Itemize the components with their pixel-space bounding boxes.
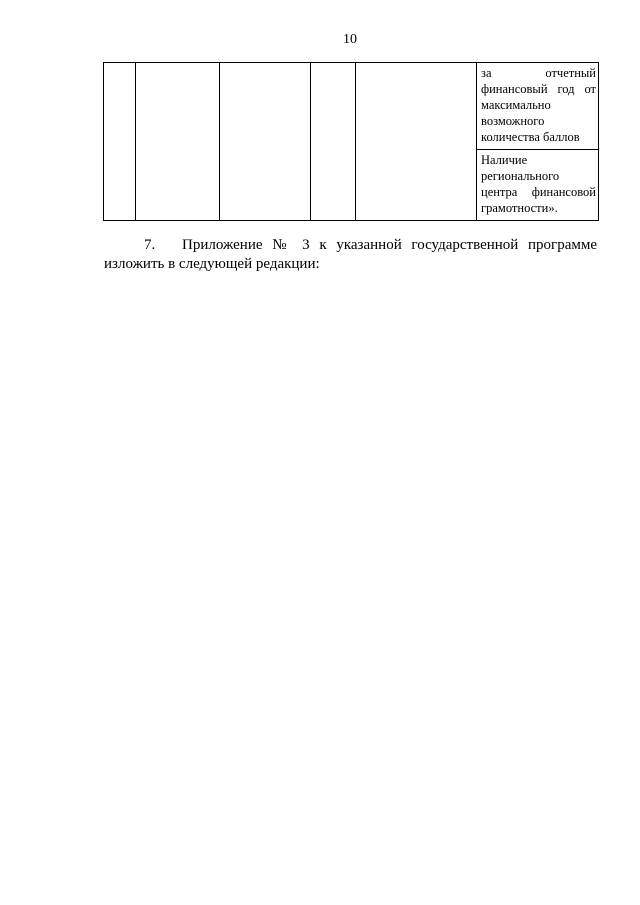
continuation-table (103, 62, 599, 221)
table-cell-empty (220, 63, 311, 221)
amendment-paragraph (104, 236, 597, 274)
table-cell-indicator-text: за отчетный финансовый год от максимально возможного количества баллов (477, 63, 599, 150)
table-cell-empty (136, 63, 220, 221)
table-cell-empty (356, 63, 477, 221)
table-cell-indicator-text: Наличие регионального центра финансовой грамотности». (477, 150, 599, 221)
table-cell-empty (311, 63, 356, 221)
table-row (104, 63, 599, 150)
table-cell-empty (104, 63, 136, 221)
page-number: 10 (343, 32, 357, 47)
paragraph-text: Приложение № 3 к указанной государственной программе изложить в следующей редакции: (104, 237, 597, 272)
paragraph-number: 7. (144, 237, 156, 253)
